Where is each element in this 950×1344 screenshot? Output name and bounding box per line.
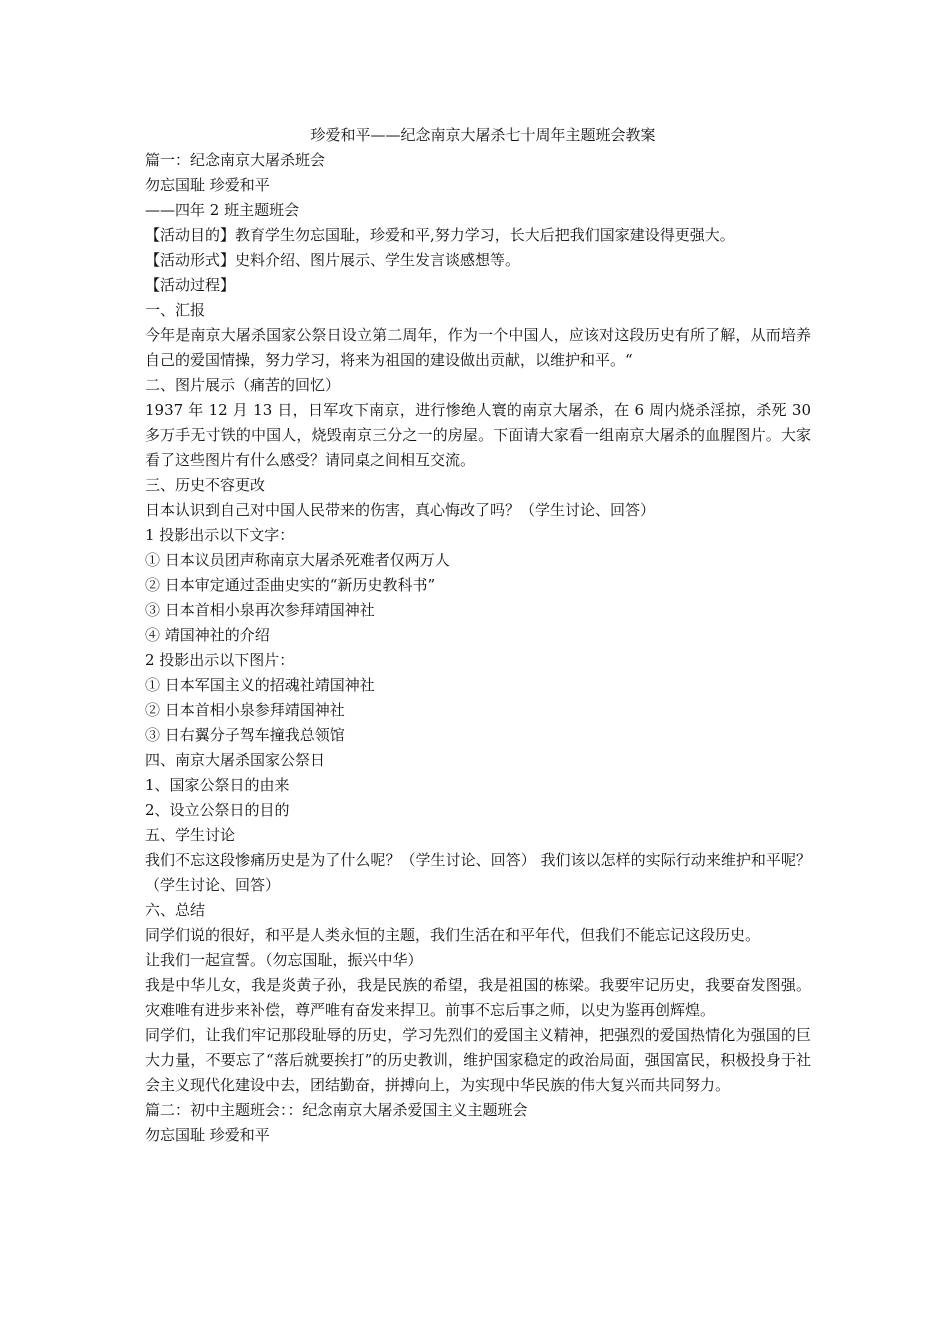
paragraph: 四、南京大屠杀国家公祭日 xyxy=(145,751,326,769)
paragraph: 【活动目的】教育学生勿忘国耻，珍爱和平,努力学习，长大后把我们国家建设得更强大。 xyxy=(145,226,735,244)
paragraph: 一、汇报 xyxy=(145,301,206,319)
paragraph: 【活动形式】史料介绍、图片展示、学生发言谈感想等。 xyxy=(145,251,521,269)
paragraph: 三、历史不容更改 xyxy=(145,476,266,494)
paragraph: 1、国家公祭日的由来 xyxy=(145,776,290,794)
paragraph: 勿忘国耻 珍爱和平 xyxy=(145,176,270,194)
paragraph: ② 日本审定通过歪曲史实的“新历史教科书” xyxy=(145,576,436,594)
paragraph: ① 日本议员团声称南京大屠杀死难者仅两万人 xyxy=(145,551,450,569)
paragraph: 我们不忘这段惨痛历史是为了什么呢？（学生讨论、回答） 我们该以怎样的实际行动来维护和平呢？（学生讨论、回答） xyxy=(145,851,811,894)
paragraph: 2 投影出示以下图片： xyxy=(145,651,295,669)
document-page xyxy=(145,123,811,1148)
paragraph: 篇一：纪念南京大屠杀班会 xyxy=(145,151,326,169)
paragraph: 1 投影出示以下文字： xyxy=(145,526,295,544)
document-body xyxy=(145,148,811,1148)
paragraph: 同学们说的很好，和平是人类永恒的主题，我们生活在和平年代，但我们不能忘记这段历史。 xyxy=(145,926,761,944)
paragraph: 篇二：初中主题班会：：纪念南京大屠杀爱国主义主题班会 xyxy=(145,1101,528,1119)
paragraph: 我是中华儿女，我是炎黄子孙，我是民族的希望，我是祖国的栋梁。我要牢记历史，我要奋发图强。灾难唯有进步来补偿，尊严唯有奋发来捍卫。前事不忘后事之师，以史为鉴再创辉煌。 xyxy=(145,976,811,1019)
paragraph: 让我们一起宣誓。（勿忘国耻，振兴中华） xyxy=(145,951,423,969)
paragraph: ③ 日右翼分子驾车撞我总领馆 xyxy=(145,726,345,744)
paragraph: 二、图片展示（痛苦的回忆） xyxy=(145,376,341,394)
paragraph: 2、设立公祭日的目的 xyxy=(145,801,290,819)
paragraph: 今年是南京大屠杀国家公祭日设立第二周年，作为一个中国人，应该对这段历史有所了解，从而培养自己的爱国情操，努力学习，将来为祖国的建设做出贡献，以维护和平。“ xyxy=(145,326,811,369)
paragraph: 【活动过程】 xyxy=(145,276,236,294)
paragraph: 六、总结 xyxy=(145,901,206,919)
paragraph: 日本认识到自己对中国人民带来的伤害，真心悔改了吗？（学生讨论、回答） xyxy=(145,501,656,519)
paragraph: ——四年 2 班主题班会 xyxy=(145,201,300,219)
paragraph: ① 日本军国主义的招魂社靖国神社 xyxy=(145,676,375,694)
paragraph: ③ 日本首相小泉再次参拜靖国神社 xyxy=(145,601,375,619)
paragraph: 五、学生讨论 xyxy=(145,826,236,844)
paragraph: 同学们，让我们牢记那段耻辱的历史，学习先烈们的爱国主义精神，把强烈的爱国热情化为强国的巨大力量，不要忘了“落后就要挨打”的历史教训，维护国家稳定的政治局面，强国富民，积极投身于社会主义现代化建设中去，团结勤奋，拼搏向上，为实现中华民族的伟大复兴而共同努力。 xyxy=(145,1026,811,1094)
document-title: 珍爱和平——纪念南京大屠杀七十周年主题班会教案 xyxy=(310,126,656,144)
paragraph: ④ 靖国神社的介绍 xyxy=(145,626,270,644)
paragraph: 勿忘国耻 珍爱和平 xyxy=(145,1126,270,1144)
paragraph: 1937 年 12 月 13 日，日军攻下南京，进行惨绝人寰的南京大屠杀，在 6 周内烧杀淫掠，杀死 30 多万手无寸铁的中国人，烧毁南京三分之一的房屋。下面请大家看一组南京大屠杀的血腥图片。大家看了这些图片有什么感受？请同桌之间相互交流。 xyxy=(145,401,811,469)
paragraph: ② 日本首相小泉参拜靖国神社 xyxy=(145,701,345,719)
